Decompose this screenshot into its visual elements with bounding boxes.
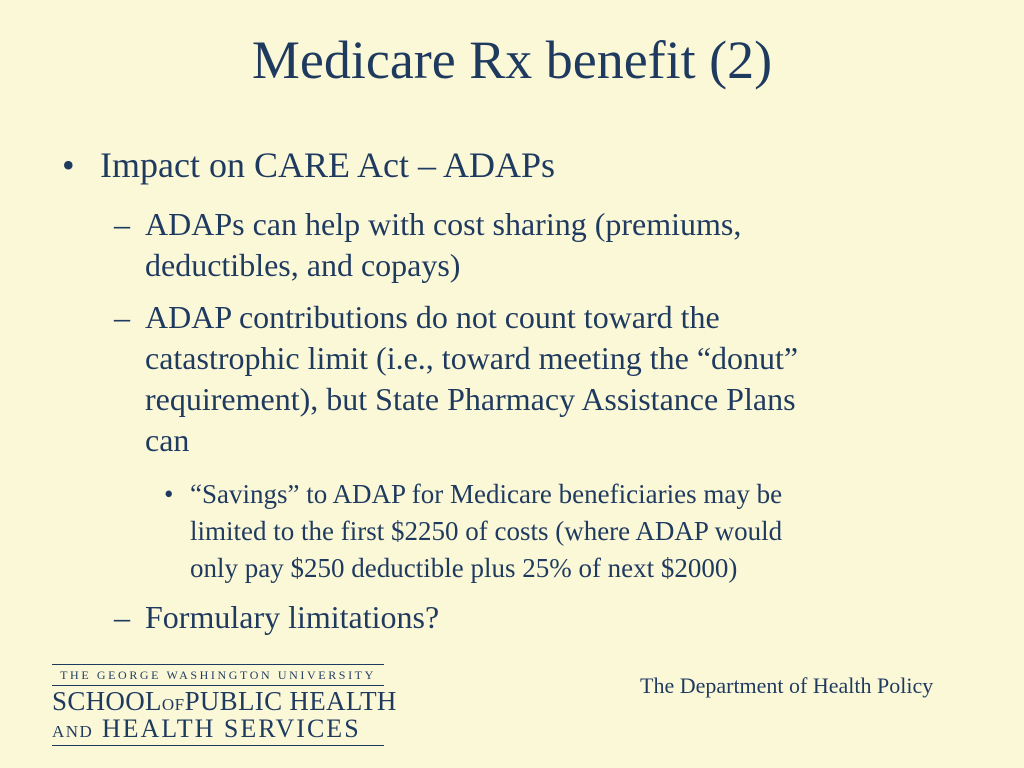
department-name: The Department of Health Policy (640, 673, 934, 698)
public-health-words: PUBLIC HEALTH (184, 686, 397, 716)
slide-title: Medicare Rx benefit (2) (251, 30, 773, 90)
sub-bullet-cost-sharing-line: deductibles, and copays) (145, 247, 461, 283)
bullet-impact-care-act: Impact on CARE Act – ADAPs (100, 145, 555, 185)
and-word: AND (52, 722, 94, 741)
third-level-savings-line: limited to the first $2250 of costs (where ADAP would (190, 516, 783, 546)
logo-bottom-rule (52, 745, 384, 746)
sub-bullet-cost-sharing-line: ADAPs can help with cost sharing (premiums, (145, 206, 742, 242)
sub-bullet-contributions-line: ADAP contributions do not count toward the (145, 299, 720, 335)
school-name-line2 (52, 715, 361, 746)
sub-bullet-contributions-line: requirement), but State Pharmacy Assistance Plans (145, 381, 796, 417)
bullet-marker: • (62, 145, 75, 185)
school-word: SCHOOL (52, 686, 162, 716)
of-word: OF (161, 695, 185, 714)
health-services-words: HEALTH SERVICES (101, 714, 361, 743)
third-level-savings-line: only pay $250 deductible plus 25% of next $2000) (190, 553, 738, 583)
sub-bullet-contributions-line: can (145, 422, 190, 458)
sub-bullet-contributions-line: catastrophic limit (i.e., toward meeting the “donut” (145, 340, 799, 376)
logo-top-rule (52, 664, 384, 665)
school-logo (52, 664, 397, 748)
bullet-marker: • (164, 479, 174, 509)
dash-marker: – (114, 599, 130, 635)
dash-marker: – (114, 206, 130, 242)
third-level-savings-line: “Savings” to ADAP for Medicare beneficiaries may be (190, 479, 783, 509)
sub-bullet-formulary: Formulary limitations? (145, 599, 440, 635)
dash-marker: – (114, 299, 130, 335)
university-name: THE GEORGE WASHINGTON UNIVERSITY (60, 668, 376, 682)
